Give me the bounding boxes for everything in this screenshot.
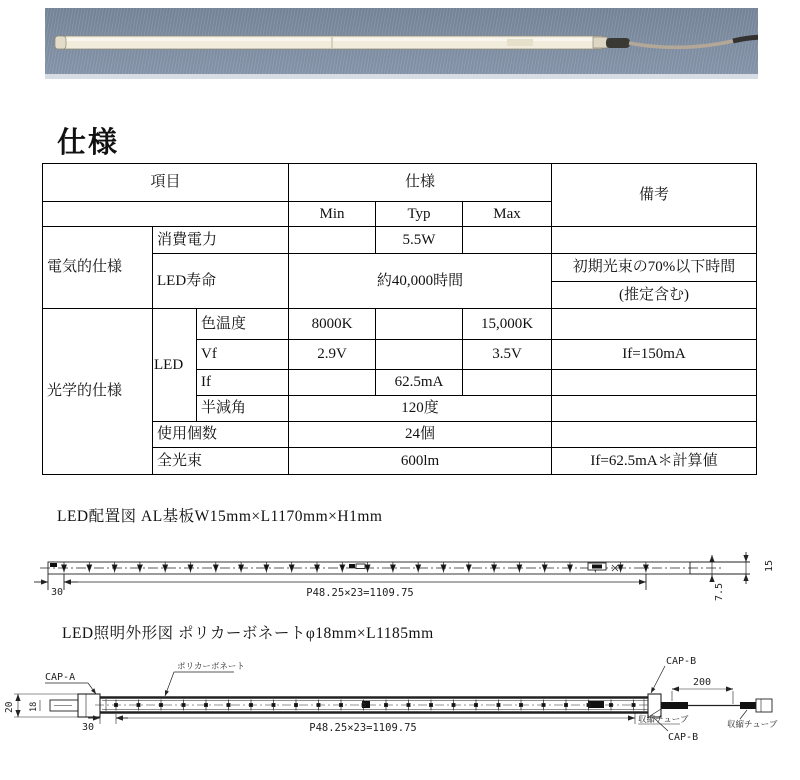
- row-count-label: 使用個数: [153, 422, 289, 448]
- cell-if-max: [463, 370, 552, 396]
- group-optical: 光学的仕様: [43, 309, 153, 475]
- row-if-label: If: [197, 370, 289, 396]
- cell-colortemp-min: 8000K: [289, 309, 376, 340]
- photo-cable: [606, 37, 758, 48]
- product-photo-art: [45, 8, 758, 79]
- product-photo: [45, 8, 758, 79]
- header-item: 項目: [43, 164, 289, 202]
- cell-flux-remark: If=62.5mA＊計算値: [552, 448, 757, 475]
- board-diagram: [0, 538, 800, 620]
- cell-count-value: 24個: [289, 422, 552, 448]
- cell-count-remark: [552, 422, 757, 448]
- cell-life-remark-2: (推定含む): [552, 282, 757, 309]
- row-flux-label: 全光束: [153, 448, 289, 475]
- header-spec: 仕様: [289, 164, 552, 202]
- cell-vf-min: 2.9V: [289, 340, 376, 370]
- cell-life-remark-1: 初期光束の70%以下時間: [552, 254, 757, 282]
- cap-a-label: CAP-A: [45, 672, 76, 683]
- outline-dim-30-label: 30: [81, 722, 95, 733]
- board-dim-width: [712, 552, 746, 584]
- dim-inner-label: 18: [29, 701, 39, 712]
- shrink-tube-label-2: 収縮チューブ: [727, 720, 778, 730]
- board-diagram-caption: LED配置図 AL基板W15mm×L1170mm×H1mm: [57, 508, 383, 525]
- cell-flux-value: 600lm: [289, 448, 552, 475]
- photo-bottom-edge: [45, 74, 758, 79]
- dim-200-label: 200: [692, 677, 712, 688]
- cell-power-min: [289, 227, 376, 254]
- outline-cable: [661, 699, 772, 712]
- cell-power-typ: 5.5W: [376, 227, 463, 254]
- board-dim-30-label: 30: [50, 587, 64, 598]
- cell-halfangle-value: 120度: [289, 396, 552, 422]
- row-power-label: 消費電力: [153, 227, 289, 254]
- row-vf-label: Vf: [197, 340, 289, 370]
- header-max: Max: [463, 202, 552, 227]
- cell-vf-remark: If=150mA: [552, 340, 757, 370]
- outline-diagram-caption: LED照明外形図 ポリカーボネートφ18mm×L1185mm: [62, 625, 434, 642]
- cell-power-max: [463, 227, 552, 254]
- row-colortemp-label: 色温度: [197, 309, 289, 340]
- cell-if-remark: [552, 370, 757, 396]
- page-title: 仕様: [57, 127, 120, 159]
- cell-if-min: [289, 370, 376, 396]
- header-typ: Typ: [376, 202, 463, 227]
- row-halfangle-label: 半減角: [197, 396, 289, 422]
- cell-power-remark: [552, 227, 757, 254]
- outline-diagram: [0, 652, 800, 767]
- board-dim-pitch-label: P48.25×23=1109.75: [306, 587, 414, 599]
- shrink-tube-label-1: 収縮チューブ: [638, 715, 689, 725]
- outline-cap-a: [50, 694, 100, 717]
- photo-led-tube: [55, 36, 607, 49]
- material-label: ポリカーボネート: [177, 662, 245, 672]
- row-life-label: LED寿命: [153, 254, 289, 309]
- group-electrical: 電気的仕様: [43, 227, 153, 309]
- outline-dim-pitch-label: P48.25×23=1109.75: [309, 722, 417, 734]
- dim-outer-label: 20: [4, 701, 15, 713]
- cell-if-typ: 62.5mA: [376, 370, 463, 396]
- cell-life-value: 約40,000時間: [289, 254, 552, 309]
- board-dim-width-label: 15: [764, 559, 775, 572]
- spec-table-wrap: [42, 163, 757, 475]
- cell-colortemp-typ: [376, 309, 463, 340]
- cell-colortemp-remark: [552, 309, 757, 340]
- cell-vf-typ: [376, 340, 463, 370]
- board-dim-halfwidth-label: 7.5: [714, 582, 725, 601]
- cell-colortemp-max: 15,000K: [463, 309, 552, 340]
- header-item-blank: [43, 202, 289, 227]
- cap-b-top-label: CAP-B: [666, 656, 697, 667]
- outline-tube: [95, 697, 656, 713]
- header-min: Min: [289, 202, 376, 227]
- spec-table: [42, 163, 757, 475]
- cell-vf-max: 3.5V: [463, 340, 552, 370]
- header-remarks: 備考: [552, 164, 757, 227]
- outline-dim-200: [672, 689, 733, 704]
- cap-b-bottom-label: CAP-B: [668, 732, 699, 743]
- group-led: LED: [153, 309, 197, 422]
- cell-halfangle-remark: [552, 396, 757, 422]
